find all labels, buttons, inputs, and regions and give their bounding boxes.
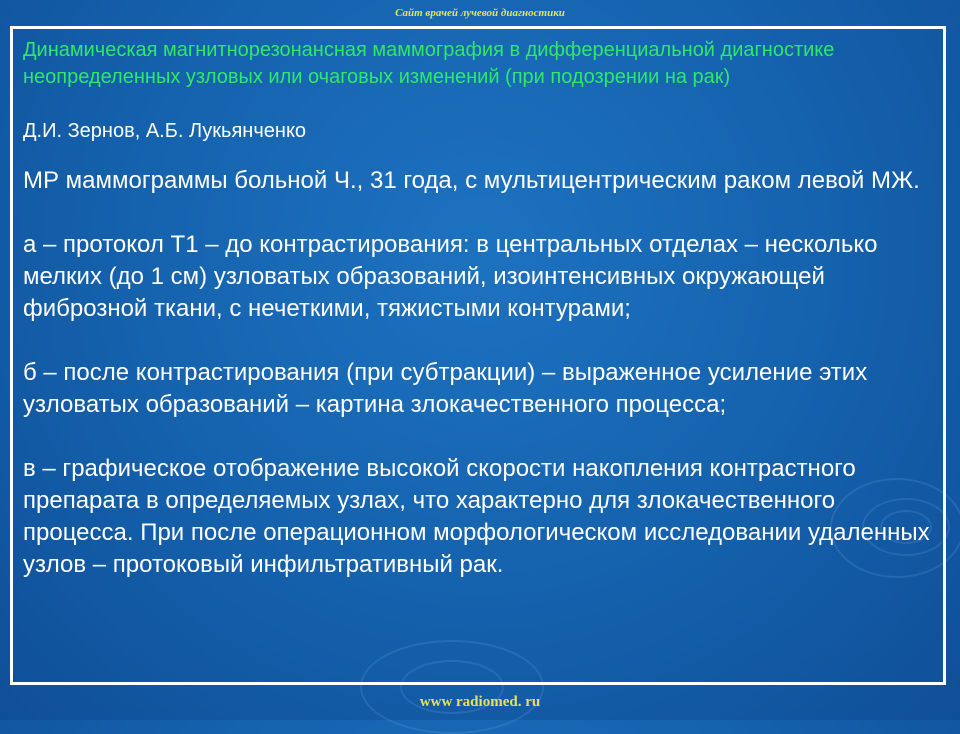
finding-b-paragraph: б – после контрастирования (при субтракции) – выраженное усиление этих узловатых образований – картина злокачественного процесса; [23,359,868,418]
case-description: МР маммограммы больной Ч., 31 года, с мультицентрическим раком левой МЖ. [23,167,920,194]
slide-content-frame [10,26,946,685]
finding-a-paragraph: а – протокол Т1 – до контрастирования: в центральных отделах – несколько мелких (до 1 см) узловатых образований, изоинтенсивных окружающей фиброзной ткани, с нечеткими, тяжистыми контурами; [23,231,878,322]
finding-c-paragraph: в – графическое отображение высокой скорости накопления контрастного препарата в определяемых узлах, что характерно для злокачественного процесса. При после операционном морфологическом исследовании удаленных узлов – протоковый инфильтративный рак. [23,455,930,578]
slide-title: Динамическая магнитнорезонансная маммография в дифференциальной диагностике неопределенных узловых или очаговых изменений (при подозрении на рак) [23,39,835,88]
site-caption: Сайт врачей лучевой диагностики [395,7,565,19]
slide-body [23,165,933,581]
slide-authors: Д.И. Зернов, А.Б. Лукьянченко [23,120,307,142]
website-footer: www radiomed. ru [419,694,541,710]
